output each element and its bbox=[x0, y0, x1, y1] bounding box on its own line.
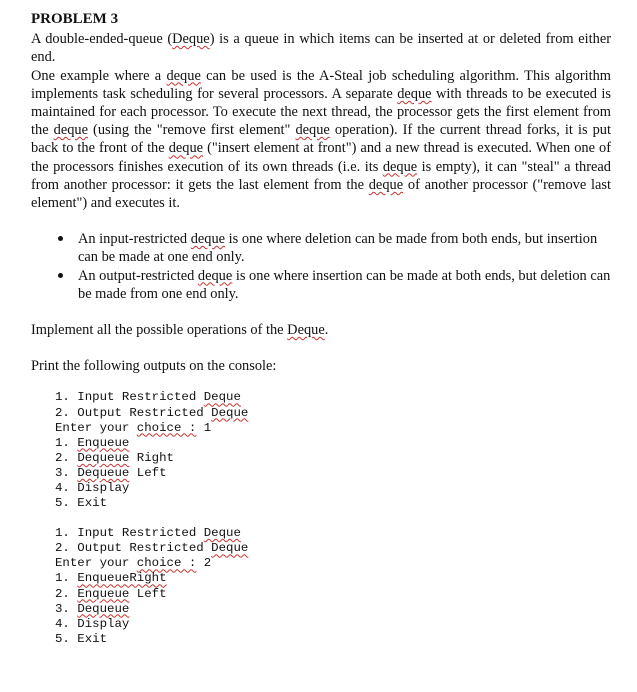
document-page bbox=[31, 10, 611, 647]
spellcheck-flag: Deque bbox=[211, 405, 249, 420]
console-line: 3. Dequeue bbox=[55, 601, 130, 616]
spellcheck-flag: deque bbox=[197, 267, 233, 284]
spellcheck-flag: deque bbox=[295, 122, 330, 139]
list-item-text: An output-restricted deque is one where insertion can be made at both ends, but deletion can be made from one end only. bbox=[78, 267, 611, 302]
console-line: 2. Dequeue Right bbox=[55, 450, 174, 465]
intro-paragraph-2: One example where a deque can be used is the A-Steal job scheduling algorithm. This algorithm implements task scheduling for several processors. A separate deque with threads to be executed is maintained for each processor. To execute the next thread, the processor gets the first element from the deque (using the "remove first element" deque operation). If the current thread forks, it is put back to the front of the deque ("insert element at front") and a new thread is executed. When one of the processors finishes execution of its own threads (i.e. its deque is empty), it can "steal" a thread from another processor: it gets the last element from the deque of another processor ("remove last element") and executes it. bbox=[31, 67, 612, 212]
console-line: 1. Input Restricted Deque bbox=[55, 390, 241, 405]
spellcheck-flag: deque bbox=[382, 158, 418, 175]
spellcheck-flag: Enqueue bbox=[77, 586, 130, 601]
spellcheck-flag: EnqueueRight bbox=[77, 571, 167, 586]
bullet-icon bbox=[58, 236, 63, 241]
print-label: Print the following outputs on the console: bbox=[31, 358, 277, 375]
bullet-icon bbox=[58, 273, 63, 278]
console-line: 1. Enqueue bbox=[55, 435, 130, 450]
spellcheck-flag: Dequeue bbox=[77, 450, 130, 465]
spellcheck-flag: Deque bbox=[211, 541, 249, 556]
console-line: 2. Output Restricted Deque bbox=[55, 405, 249, 420]
console-line: 3. Dequeue Left bbox=[55, 465, 167, 480]
problem-title: PROBLEM 3 bbox=[31, 11, 119, 27]
spellcheck-flag: choice : bbox=[136, 556, 197, 571]
console-line: 4. Display bbox=[55, 616, 130, 631]
console-line: 5. Exit bbox=[55, 496, 108, 511]
console-line: 1. EnqueueRight bbox=[55, 571, 167, 586]
spellcheck-flag: deque bbox=[168, 140, 204, 157]
spellcheck-flag: deque bbox=[53, 122, 88, 139]
spellcheck-flag: Enqueue bbox=[77, 435, 130, 450]
spellcheck-flag: Dequeue bbox=[77, 601, 130, 616]
console-line: 4. Display bbox=[55, 481, 130, 496]
intro-paragraph-1: A double-ended-queue (Deque) is a queue in which items can be inserted at or deleted from either end. bbox=[31, 31, 611, 66]
console-line: 5. Exit bbox=[55, 631, 108, 646]
console-line: 1. Input Restricted Deque bbox=[55, 526, 241, 541]
console-line: Enter your choice : 1 bbox=[55, 420, 212, 435]
spellcheck-flag: Deque bbox=[203, 390, 241, 405]
spellcheck-flag: deque bbox=[397, 85, 432, 102]
deque-types-list bbox=[31, 230, 611, 303]
console-output-run-2 bbox=[55, 526, 611, 647]
console-output-run-1 bbox=[55, 390, 611, 511]
list-item-output-restricted bbox=[31, 267, 611, 303]
instruction-text: Implement all the possible operations of the Deque. bbox=[31, 322, 329, 339]
spellcheck-flag: Deque bbox=[287, 322, 325, 339]
spellcheck-flag: choice : bbox=[136, 420, 197, 435]
spellcheck-flag: Dequeue bbox=[77, 465, 130, 480]
spellcheck-flag: deque bbox=[368, 176, 404, 193]
spellcheck-flag: deque bbox=[166, 67, 201, 84]
console-line: Enter your choice : 2 bbox=[55, 556, 212, 571]
spellcheck-flag: Deque bbox=[172, 31, 210, 48]
console-line: 2. Output Restricted Deque bbox=[55, 541, 249, 556]
console-line: 2. Enqueue Left bbox=[55, 586, 167, 601]
list-item-text: An input-restricted deque is one where deletion can be made from both ends, but insertion can be made at one end only. bbox=[78, 231, 598, 266]
list-item-input-restricted bbox=[31, 230, 611, 266]
spellcheck-flag: deque bbox=[190, 231, 226, 248]
spellcheck-flag: Deque bbox=[203, 526, 241, 541]
